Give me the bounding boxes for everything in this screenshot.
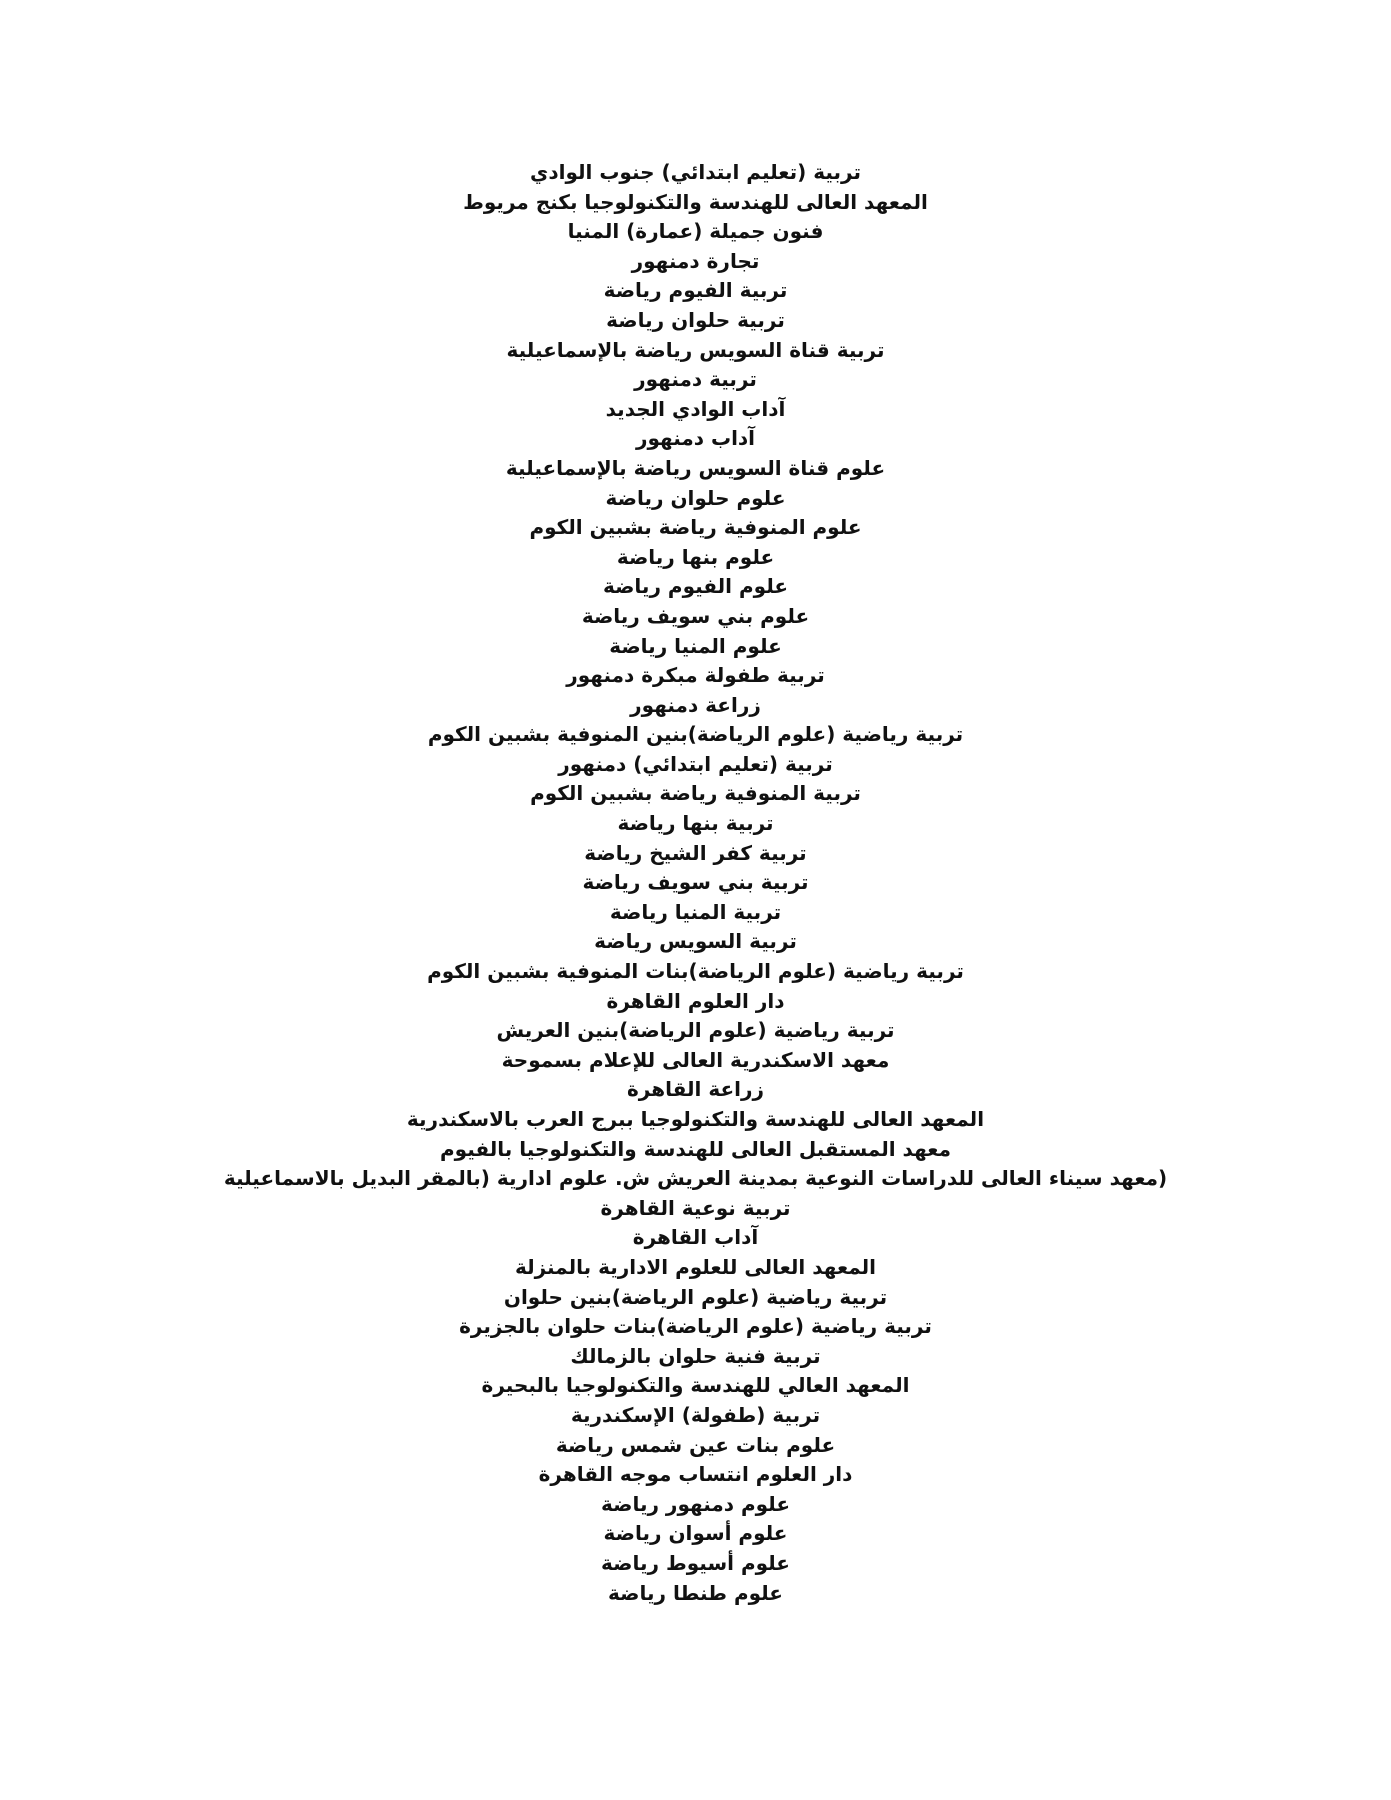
list-item: فنون جميلة (عمارة) المنيا bbox=[567, 219, 824, 244]
list-item: تربية رياضية (علوم الرياضة)بنين حلوان bbox=[503, 1284, 888, 1309]
list-item: تربية الفيوم رياضة bbox=[603, 278, 788, 303]
list-item: تربية طفولة مبكرة دمنهور bbox=[566, 663, 825, 688]
list-item: زراعة دمنهور bbox=[630, 692, 761, 717]
list-item: تربية بنها رياضة bbox=[617, 811, 774, 836]
list-item: علوم بنات عين شمس رياضة bbox=[555, 1432, 836, 1457]
list-item: آداب القاهرة bbox=[632, 1225, 759, 1250]
list-item: زراعة القاهرة bbox=[626, 1077, 765, 1102]
list-item: تربية (تعليم ابتدائي) جنوب الوادي bbox=[530, 160, 861, 184]
list-item: علوم طنطا رياضة bbox=[608, 1580, 783, 1605]
list-item: علوم حلوان رياضة bbox=[605, 485, 786, 510]
list-item: علوم أسيوط رياضة bbox=[601, 1550, 790, 1575]
list-item: آداب الوادي الجديد bbox=[605, 396, 786, 421]
list-item: (معهد سيناء العالى للدراسات النوعية بمدينة العريش ش. علوم ادارية (بالمقر البديل بالاسماعيلية bbox=[223, 1166, 1168, 1191]
list-item: تربية بني سويف رياضة bbox=[582, 870, 809, 895]
list-item: تربية رياضية (علوم الرياضة)بنين المنوفية بشبين الكوم bbox=[427, 722, 964, 747]
list-item: تجارة دمنهور bbox=[631, 248, 760, 273]
list-item: تربية دمنهور bbox=[634, 367, 757, 392]
faculty-list bbox=[0, 158, 1391, 1608]
list-item: المعهد العالى للهندسة والتكنولوجيا ببرج العرب بالاسكندرية bbox=[406, 1107, 985, 1131]
list-item: تربية (تعليم ابتدائي) دمنهور bbox=[558, 751, 833, 776]
list-item: علوم أسوان رياضة bbox=[603, 1521, 788, 1546]
list-item: آداب دمنهور bbox=[635, 426, 756, 451]
list-item: تربية رياضية (علوم الرياضة)بنات المنوفية بشبين الكوم bbox=[427, 959, 964, 984]
list-item: معهد المستقبل العالى للهندسة والتكنولوجيا بالفيوم bbox=[440, 1136, 951, 1161]
list-item: علوم قناة السويس رياضة بالإسماعيلية bbox=[505, 455, 886, 480]
list-item: علوم بني سويف رياضة bbox=[581, 603, 810, 628]
list-item: علوم المنوفية رياضة بشبين الكوم bbox=[529, 515, 862, 540]
list-item: معهد الاسكندرية العالى للإعلام بسموحة bbox=[501, 1047, 890, 1072]
list-item: المعهد العالي للهندسة والتكنولوجيا بالبحيرة bbox=[481, 1373, 910, 1398]
list-item: تربية المنوفية رياضة بشبين الكوم bbox=[530, 781, 861, 806]
list-item: تربية فنية حلوان بالزمالك bbox=[570, 1343, 821, 1368]
list-item: تربية رياضية (علوم الرياضة)بنين العريش bbox=[496, 1018, 895, 1043]
list-item: تربية رياضية (علوم الرياضة)بنات حلوان بالجزيرة bbox=[459, 1314, 932, 1339]
list-item: تربية نوعية القاهرة bbox=[600, 1195, 791, 1220]
list-item: علوم دمنهور رياضة bbox=[600, 1491, 790, 1516]
list-item: دار العلوم القاهرة bbox=[606, 988, 785, 1013]
list-item: تربية (طفولة) الإسكندرية bbox=[570, 1402, 821, 1427]
list-item: علوم بنها رياضة bbox=[616, 544, 775, 569]
list-item: تربية المنيا رياضة bbox=[609, 899, 782, 924]
list-item: تربية قناة السويس رياضة بالإسماعيلية bbox=[506, 337, 885, 362]
list-item: المعهد العالى للعلوم الادارية بالمنزلة bbox=[514, 1254, 877, 1279]
list-item: تربية السويس رياضة bbox=[594, 929, 797, 954]
list-item: دار العلوم انتساب موجه القاهرة bbox=[538, 1462, 853, 1487]
list-item: المعهد العالى للهندسة والتكنولوجيا بكنج مريوط bbox=[463, 189, 928, 214]
list-item: تربية كفر الشيخ رياضة bbox=[584, 840, 807, 865]
list-item: علوم الفيوم رياضة bbox=[602, 574, 789, 599]
list-item: تربية حلوان رياضة bbox=[606, 307, 785, 332]
list-item: علوم المنيا رياضة bbox=[609, 633, 782, 658]
